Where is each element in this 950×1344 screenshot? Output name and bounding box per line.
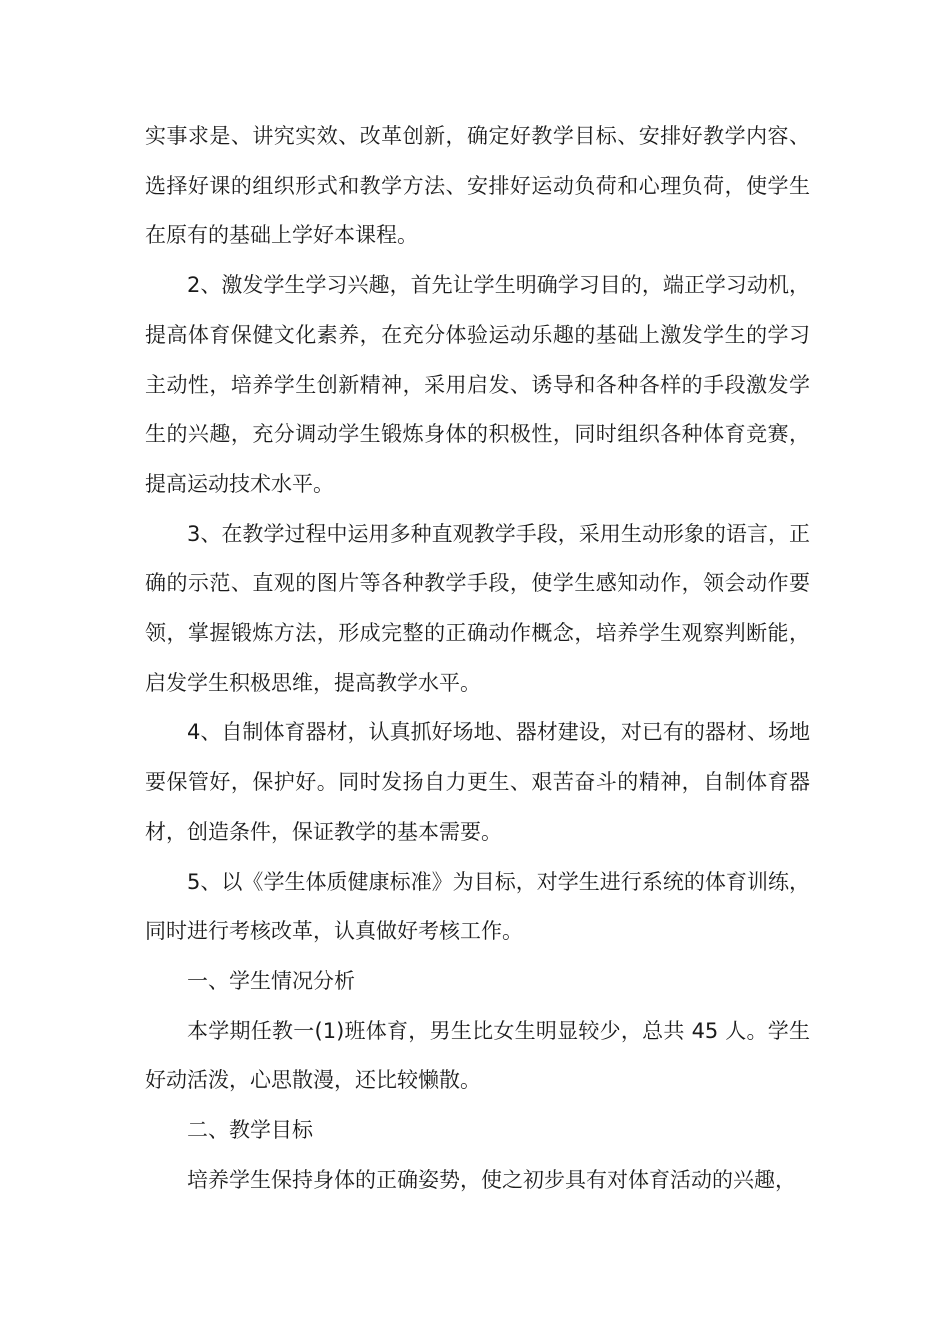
paragraph-student-analysis: 本学期任教一(1)班体育，男生比女生明显较少，总共 45 人。学生好动活泼，心思散漫，还比较懒散。: [145, 1018, 810, 1093]
section-heading-student-analysis: 一、学生情况分析: [187, 968, 355, 993]
paragraph-item-4: 4、自制体育器材，认真抓好场地、器材建设，对已有的器材、场地要保管好，保护好。同时发扬自力更生、艰苦奋斗的精神，自制体育器材，创造条件，保证教学的基本需要。: [145, 720, 810, 844]
paragraph-item-5: 5、以《学生体质健康标准》为目标，对学生进行系统的体育训练，同时进行考核改革，认真做好考核工作。: [145, 869, 810, 944]
paragraph-teaching-goals: 培养学生保持身体的正确姿势，使之初步具有对体育活动的兴趣，: [187, 1167, 796, 1192]
paragraph-item-3: 3、在教学过程中运用多种直观教学手段，采用生动形象的语言，正确的示范、直观的图片等各种教学手段，使学生感知动作，领会动作要领，掌握锻炼方法，形成完整的正确动作概念，培养学生观察判断能，启发学生积极思维，提高教学水平。: [145, 521, 810, 695]
document-body: [145, 112, 810, 1205]
section-heading-teaching-goals: 二、教学目标: [187, 1118, 313, 1143]
paragraph-item-2: 2、激发学生学习兴趣，首先让学生明确学习目的，端正学习动机，提高体育保健文化素养，在充分体验运动乐趣的基础上激发学生的学习主动性，培养学生创新精神，采用启发、诱导和各种各样的手段激发学生的兴趣，充分调动学生锻炼身体的积极性，同时组织各种体育竞赛，提高运动技术水平。: [145, 273, 810, 496]
paragraph-continuation: 实事求是、讲究实效、改革创新，确定好教学目标、安排好教学内容、选择好课的组织形式和教学方法、安排好运动负荷和心理负荷，使学生在原有的基础上学好本课程。: [145, 124, 810, 248]
